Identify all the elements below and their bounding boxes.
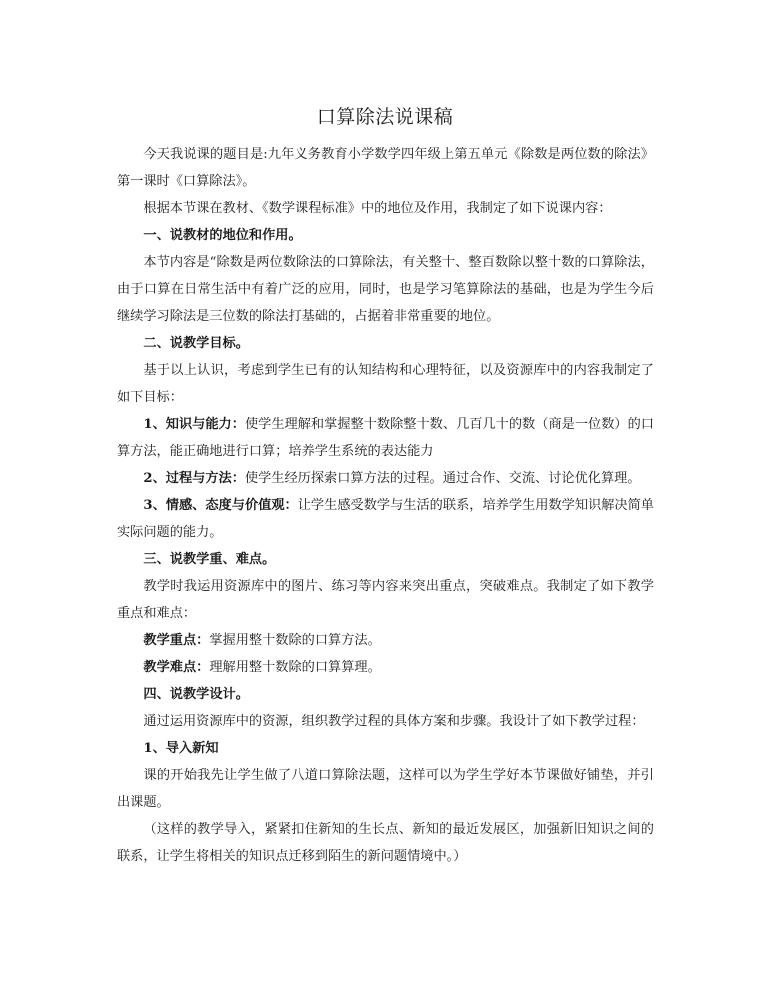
body-paragraph: 课的开始我先让学生做了八道口算除法题，这样可以为学生学好本节课做好铺垫，并引出课题。 [117, 768, 654, 810]
key-point-text: 掌握用整十数除的口算方法。 [209, 633, 381, 648]
body-paragraph: 通过运用资源库中的资源，组织教学过程的具体方案和步骤。我设计了如下教学过程： [143, 714, 645, 729]
subsection-heading: 1、导入新知 [143, 741, 219, 756]
document-body [117, 141, 654, 870]
section-heading: 二、说教学目标。 [143, 336, 249, 351]
key-point-item [117, 627, 654, 654]
objective-text: 使学生理解和掌握整十数除整十数、几百几十的数（商是一位数）的口算方法，能正确地进行口算；培养学生系统的表达能力 [117, 417, 654, 459]
objective-lead: 2、过程与方法： [143, 471, 245, 486]
difficulty-text: 理解用整十数除的口算算理。 [209, 660, 381, 675]
section-heading: 三、说教学重、难点。 [143, 552, 276, 567]
key-point-lead: 教学重点： [143, 633, 210, 648]
note-paragraph: （这样的教学导入，紧紧扣住新知的生长点、新知的最近发展区，加强新旧知识之间的联系，让学生将相关的知识点迁移到陌生的新问题情境中。） [117, 822, 654, 864]
page-title: 口算除法说课稿 [316, 106, 454, 128]
body-paragraph: 本节内容是“除数是两位数除法的口算除法，有关整十、整百数除以整十数的口算除法，由于口算在日常生活中有着广泛的应用，同时，也是学习笔算除法的基础，也是为学生今后继续学习除法是三位数的除法打基础的，占据着非常重要的地位。 [117, 255, 654, 324]
body-paragraph: 基于以上认识，考虑到学生已有的认知结构和心理特征，以及资源库中的内容我制定了如下目标： [117, 363, 654, 405]
objective-lead: 1、知识与能力： [143, 417, 245, 432]
objective-item [117, 465, 654, 492]
difficulty-item [117, 654, 654, 681]
intro-paragraph: 今天我说课的题目是:九年义务教育小学数学四年级上第五单元《除数是两位数的除法》第一课时《口算除法》。 [117, 147, 654, 189]
difficulty-lead: 教学难点： [143, 660, 210, 675]
section-heading: 四、说教学设计。 [143, 687, 249, 702]
section-heading: 一、说教材的地位和作用。 [143, 228, 302, 243]
objective-item [117, 492, 654, 546]
body-paragraph: 教学时我运用资源库中的图片、练习等内容来突出重点，突破难点。我制定了如下教学重点和难点： [117, 579, 654, 621]
outline-paragraph: 根据本节课在教材、《数学课程标准》中的地位及作用，我制定了如下说课内容： [143, 201, 612, 216]
objective-text: 让学生感受数学与生活的联系，培养学生用数学知识解决简单实际问题的能力。 [117, 498, 654, 540]
objective-lead: 3、情感、态度与价值观： [143, 498, 298, 513]
objective-item [117, 411, 654, 465]
objective-text: 使学生经历探索口算方法的过程。通过合作、交流、讨论优化算理。 [244, 471, 641, 486]
